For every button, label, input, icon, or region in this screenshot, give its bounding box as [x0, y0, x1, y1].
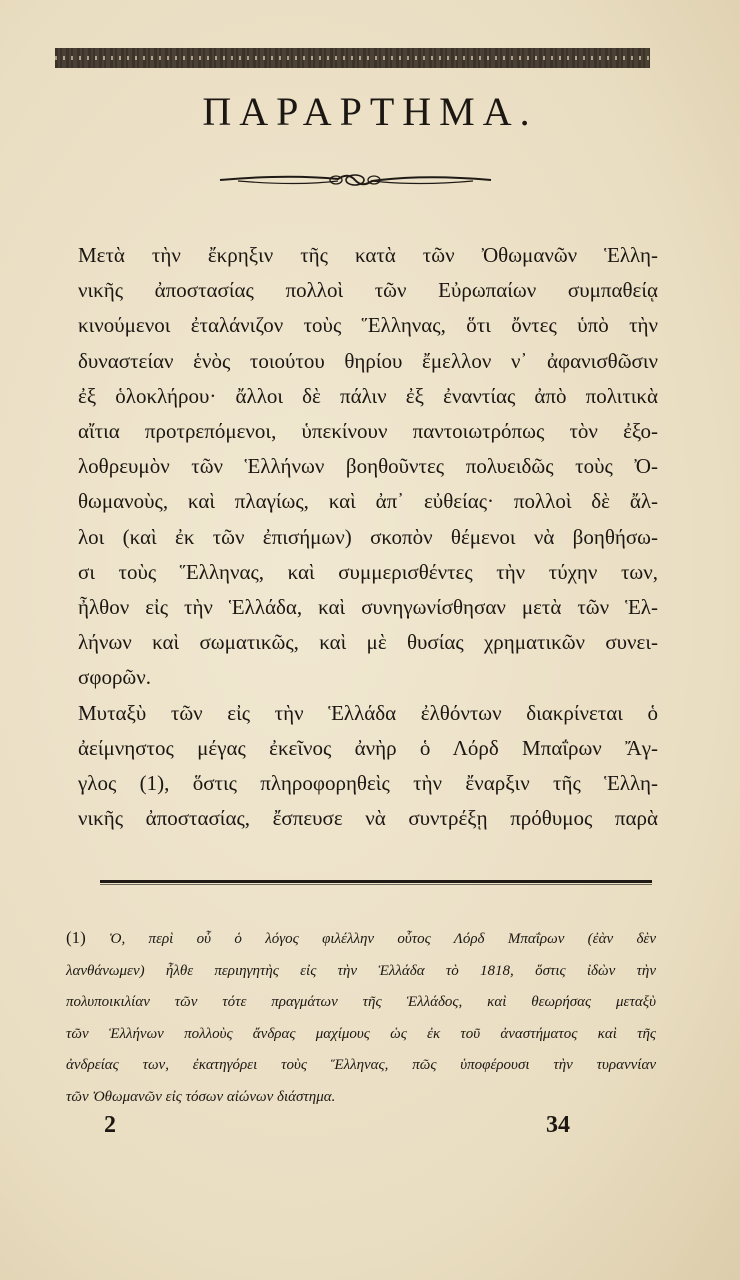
text-line: νικῆς ἀποστασίας, ἔσπευσε νὰ συντρέξῃ πρόθυμος παρὰ	[78, 806, 658, 831]
footnote-line	[66, 922, 656, 956]
text-line: ἀείμνηστος μέγας ἐκεῖνος ἀνὴρ ὁ Λόρδ Μπαΐρων Ἄγ-	[78, 735, 658, 760]
footnote-line: πολυποικιλίαν τῶν τότε πραγμάτων τῆς Ἑλλάδος, καὶ θεωρήσας μεταξὺ	[66, 994, 656, 1010]
flourish-divider	[218, 170, 493, 190]
text-line: αἴτια προτρεπόμενοι, ὑπεκίνουν παντοιωτρόπως τὸν ἐξο-	[78, 419, 658, 444]
main-text	[78, 238, 658, 836]
footnote-line: ἀνδρείας των, ἐκατηγόρει τοὺς Ἕλληνας, πῶς ὑποφέρουσι τὴν τυραννίαν	[66, 1057, 656, 1073]
text-line: θωμανοὺς, καὶ πλαγίως, καὶ ἀπ᾽ εὐθείας· πολλοὶ δὲ ἄλ-	[78, 489, 658, 514]
page-number: 34	[546, 1112, 570, 1138]
printer-signature: 2	[104, 1112, 116, 1138]
text-line: δυναστείαν ἑνὸς τοιούτου θηρίου ἔμελλον ν᾽ ἀφανισθῶσιν	[78, 348, 658, 373]
footnote-line: τῶν Ἑλλήνων πολλοὺς ἄνδρας μαχίμους ὡς ἐκ τοῦ ἀναστήματος καὶ τῆς	[66, 1025, 656, 1042]
text-line: λήνων καὶ σωματικῶς, καὶ μὲ θυσίας χρηματικῶν συνει-	[78, 630, 658, 655]
text-line: ἐξ ὁλοκλήρου· ἄλλοι δὲ πάλιν ἐξ ἐναντίας ἀπὸ πολιτικὰ	[78, 383, 658, 408]
text-line: νικῆς ἀποστασίας πολλοὶ τῶν Εὐρωπαίων συμπαθείᾳ	[78, 278, 658, 303]
footnote-marker: (1)	[66, 928, 86, 947]
footnote-rule	[100, 880, 652, 883]
page-title: ΠΑΡΑΡΤΗΜΑ.	[202, 89, 538, 134]
text-line: σφορῶν.	[78, 665, 151, 690]
footnote	[66, 922, 656, 1113]
text-line: Μετὰ τὴν ἔκρηξιν τῆς κατὰ τῶν Ὀθωμανῶν Ἑλλη-	[78, 243, 658, 267]
text-line: ἦλθον εἰς τὴν Ἑλλάδα, καὶ συνηγωνίσθησαν μετὰ τῶν Ἑλ-	[78, 595, 658, 620]
text-line: Μυταξὺ τῶν εἰς τὴν Ἑλλάδα ἐλθόντων διακρίνεται ὁ	[78, 700, 658, 725]
footnote-line: λανθάνωμεν) ἦλθε περιηγητὴς εἰς τὴν Ἑλλάδα τὸ 1818, ὅστις ἰδὼν τὴν	[66, 962, 656, 979]
footnote-line-text: Ὁ, περὶ οὗ ὁ λόγος φιλέλλην οὗτος Λόρδ Μπαΐρων (ἐὰν δὲν	[109, 931, 657, 947]
text-line: γλος (1), ὅστις πληροφορηθεὶς τὴν ἔναρξιν τῆς Ἑλλη-	[78, 771, 658, 796]
text-line: λοι (καὶ ἐκ τῶν ἐπισήμων) σκοπὸν θέμενοι νὰ βοηθήσω-	[78, 524, 658, 549]
text-line: λοθρευμὸν τῶν Ἑλλήνων βοηθοῦντες πολυειδῶς τοὺς Ὀ-	[78, 454, 658, 479]
text-line: κινούμενοι ἐταλάνιζον τοὺς Ἕλληνας, ὅτι ὄντες ὑπὸ τὴν	[78, 313, 658, 338]
text-line: σι τοὺς Ἕλληνας, καὶ συμμερισθέντες τὴν τύχην των,	[78, 559, 658, 584]
ornamental-header-band	[55, 48, 650, 68]
footnote-line: τῶν Ὀθωμανῶν εἰς τόσων αἰώνων διάστημα.	[66, 1088, 336, 1105]
